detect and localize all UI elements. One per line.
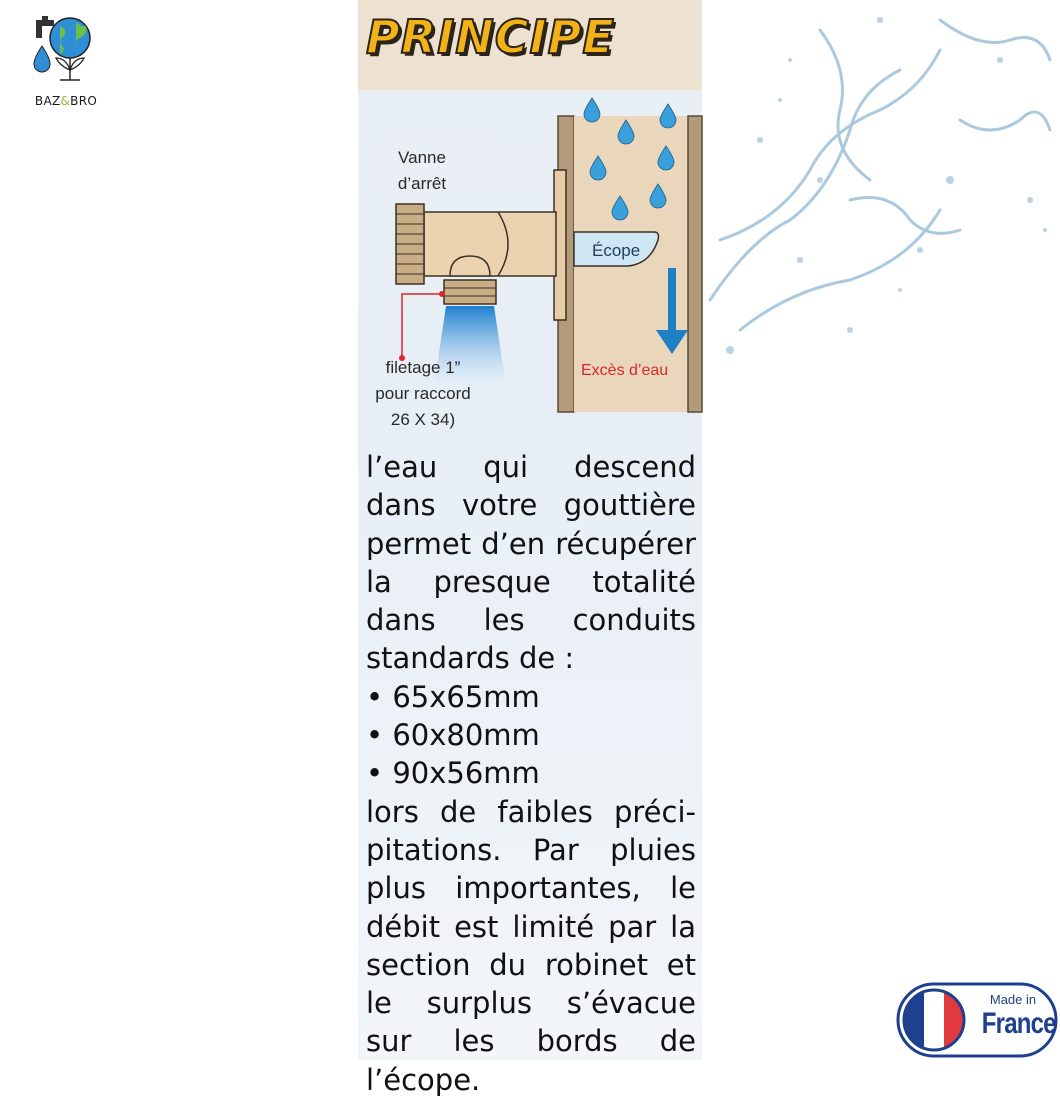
principle-panel xyxy=(358,0,702,1097)
list-item: • 65x65mm xyxy=(366,678,696,716)
label-scoop: Écope xyxy=(592,241,641,260)
water-splash-illustration xyxy=(700,0,1060,360)
badge-text: Made in France xyxy=(981,992,1056,1040)
list-item: • 90x56mm xyxy=(366,754,696,792)
brand-logo xyxy=(22,14,108,114)
label-thread: filetage 1” pour raccord 26 X 34) xyxy=(375,358,471,429)
list-item: • 60x80mm xyxy=(366,716,696,754)
sizes-list xyxy=(366,678,696,793)
faucet-globe-plant-icon xyxy=(26,14,102,84)
made-in-france-badge xyxy=(896,982,1058,1058)
panel-title: PRINCIPE xyxy=(366,10,615,64)
label-valve: Vanne d’arrêt xyxy=(397,148,447,193)
description-paragraph-1: l’eau qui descend dans votre gouttière permet d’en récupérer la presque totalité dans les conduits standards de : xyxy=(366,450,696,676)
brand-name: BAZ&BRO xyxy=(34,94,98,108)
description-paragraph-2: lors de faibles précipitations. Par pluies plus importantes, le débit est limité par la section du robinet et le surplus s’évacue sur les bords de l’écope. xyxy=(366,794,696,1097)
description-text xyxy=(366,448,696,1099)
label-excess-water: Excès d’eau xyxy=(581,362,669,379)
